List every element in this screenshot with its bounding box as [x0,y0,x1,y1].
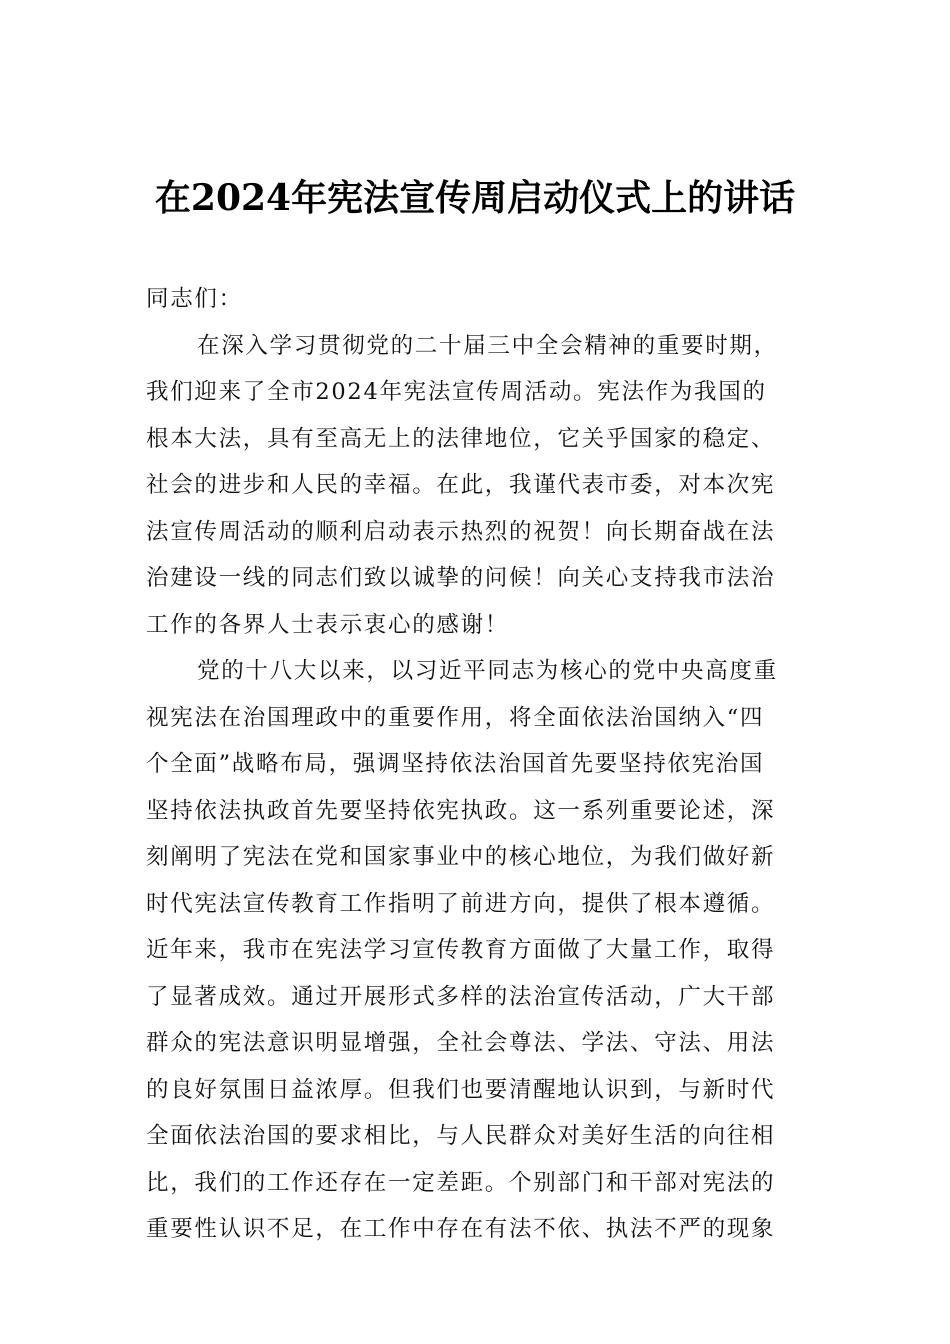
body-line: 近年来，我市在宪法学习宣传教育方面做了大量工作，取得 [146,937,776,963]
body-line: 全面依法治国的要求相比，与人民群众对美好生活的向往相 [146,1123,776,1149]
body-line: 了显著成效。通过开展形式多样的法治宣传活动，广大干部 [146,983,776,1010]
body-line: 重要性认识不足，在工作中存在有法不依、执法不严的现象 [146,1216,776,1242]
body-line: 社会的进步和人民的幸福。在此，我谨代表市委，对本次宪 [146,472,776,498]
body-line: 法宣传周活动的顺利启动表示热烈的祝贺！向长期奋战在法 [146,518,776,545]
body-line: 在深入学习贯彻党的二十届三中全会精神的重要时期， [197,332,778,359]
body-line: 工作的各界人士表示衷心的感谢！ [146,611,510,638]
body-line: 根本大法，具有至高无上的法律地位，它关乎国家的稳定、 [146,425,776,452]
body-line: 群众的宪法意识明显增强，全社会尊法、学法、守法、用法 [146,1030,776,1056]
body-line: 坚持依法执政首先要坚持依宪执政。这一系列重要论述，深 [146,797,776,824]
body-line: 治建设一线的同志们致以诚挚的问候！向关心支持我市法治 [146,565,776,591]
body-line: 时代宪法宣传教育工作指明了前进方向，提供了根本遵循。 [146,890,776,917]
body-line: 刻阐明了宪法在党和国家事业中的核心地位，为我们做好新 [146,844,776,870]
body-line: 比，我们的工作还存在一定差距。个别部门和干部对宪法的 [146,1169,776,1196]
body-line: 视宪法在治国理政中的重要作用，将全面依法治国纳入“四 [146,704,765,731]
document-body [146,276,810,1253]
body-line: 我们迎来了全市2024年宪法宣传周活动。宪法作为我国的 [146,379,767,405]
body-line: 党的十八大以来，以习近平同志为核心的党中央高度重 [197,658,778,684]
document-title: 在2024年宪法宣传周启动仪式上的讲话 [154,177,796,219]
body-line: 个全面”战略布局，强调坚持依法治国首先要坚持依宪治国 [146,751,765,777]
salutation: 同志们： [146,286,243,312]
body-line: 的良好氛围日益浓厚。但我们也要清醒地认识到，与新时代 [146,1076,776,1103]
